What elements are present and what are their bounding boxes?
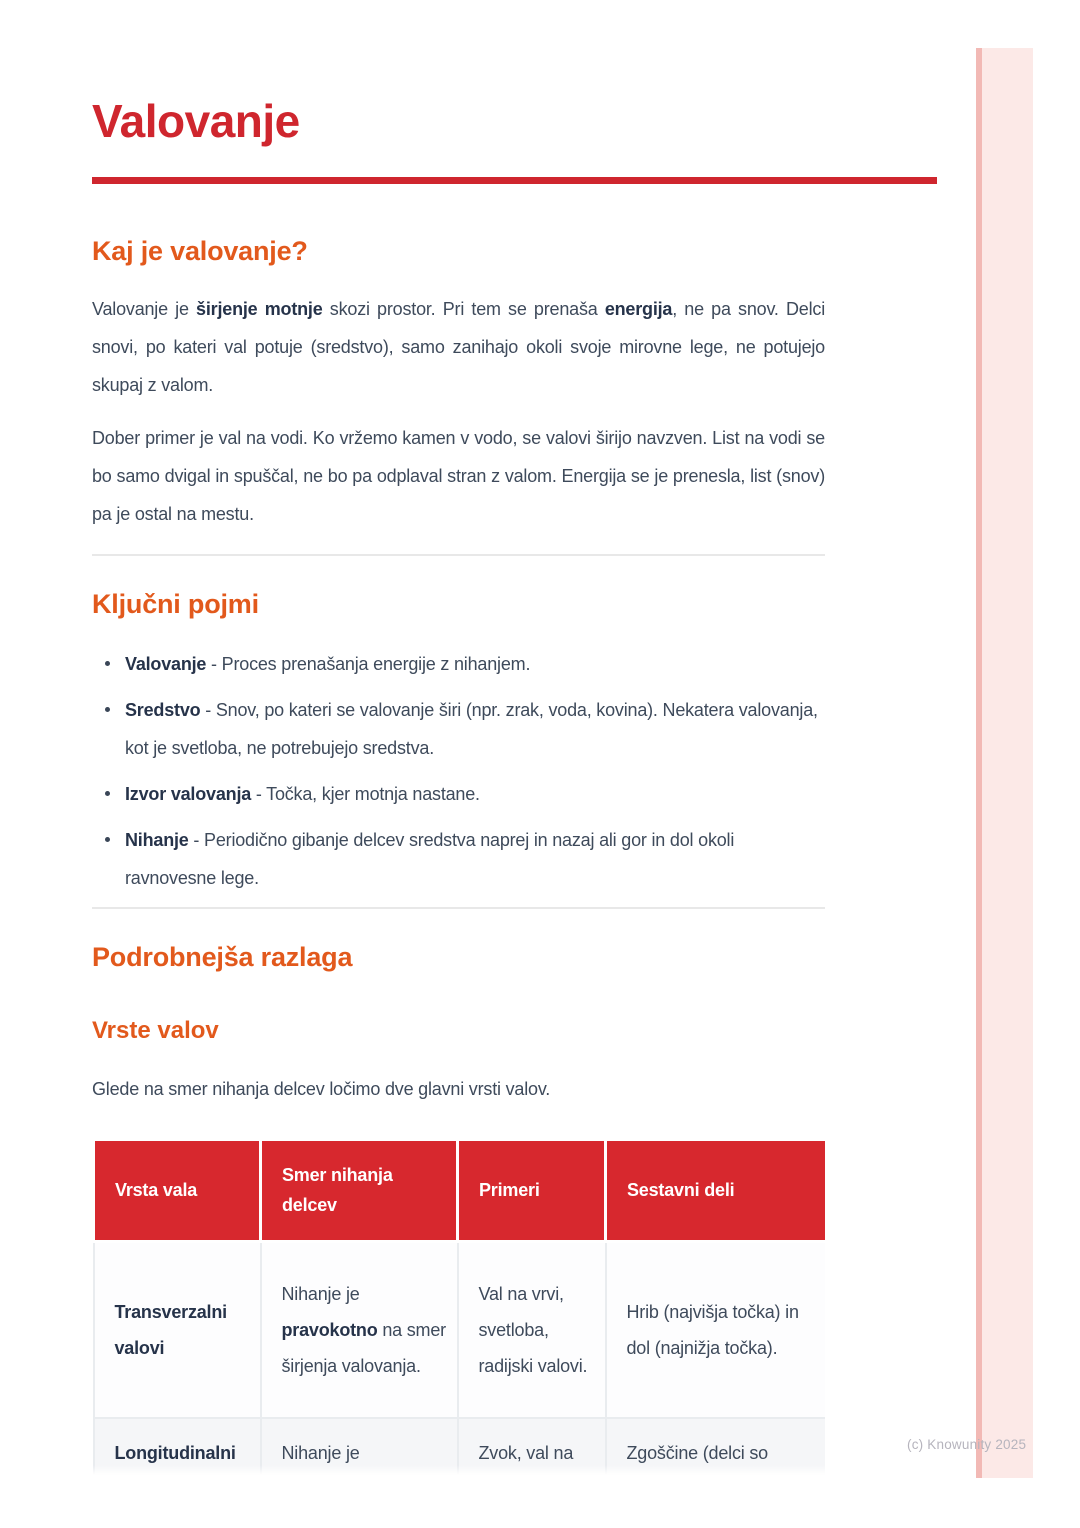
table-cell-parts: Hrib (najvišja točka) in dol (najnižja točka).: [606, 1241, 826, 1418]
section-divider: [92, 554, 825, 556]
section-divider: [92, 907, 825, 909]
list-item-nihanje: [92, 821, 825, 897]
intro-paragraph-2: Dober primer je val na vodi. Ko vržemo kamen v vodo, se valovi širijo navzven. List na vodi se bo samo dvigal in spuščal, ne bo pa odplaval stran z valom. Energija se je prenesla, list (snov) pa je ostal na mestu.: [92, 427, 825, 524]
page-content: [92, 0, 825, 1475]
term-separator: -: [188, 829, 205, 850]
term-label: Valovanje: [125, 653, 207, 674]
table-cell-wave-type: [94, 1241, 261, 1418]
table-cell-examples: Zvok, val na: [458, 1418, 606, 1475]
lead-paragraph: Glede na smer nihanja delcev ločimo dve glavni vrsti valov.: [92, 1078, 551, 1099]
text-segment: , ne pa snov. Delci snovi, po kateri val potuje (sredstvo), samo zanihajo okoli svoje mirovne lege, ne potujejo skupaj z valom.: [92, 298, 825, 395]
table-header-cell-primeri: Primeri: [458, 1139, 606, 1241]
bold-text-segment: pravokotno: [281, 1319, 378, 1340]
intro-paragraph-1: [92, 290, 825, 404]
list-item-izvor-valovanja: [92, 775, 825, 813]
wave-types-table: [92, 1138, 825, 1475]
table-header-cell-smer-nihanja: Smer nihanja delcev: [261, 1139, 458, 1241]
side-accent-stripe: [976, 48, 1033, 1478]
bold-text-segment: širjenje motnje: [196, 298, 323, 319]
list-item-valovanje: [92, 645, 825, 683]
table-row-longitudinal: [94, 1418, 826, 1475]
section-heading-key-terms: Ključni pojmi: [92, 588, 259, 619]
bold-text-segment: Longitudinalni: [114, 1443, 236, 1464]
list-item-sredstvo: [92, 691, 825, 767]
table-header-row: [94, 1139, 826, 1241]
table-header-cell-vrsta-vala: Vrsta vala: [94, 1139, 261, 1241]
bold-text-segment: Transverzalni valovi: [114, 1301, 227, 1358]
bold-text-segment: energija: [604, 298, 673, 319]
section-heading-details: Podrobnejša razlaga: [92, 941, 353, 972]
page-title: Valovanje: [92, 95, 300, 147]
wave-types-table-container: [92, 1138, 825, 1475]
text-segment: Nihanje je: [281, 1283, 360, 1304]
subsection-heading-wave-types: Vrste valov: [92, 1016, 219, 1044]
table-cell-wave-type: [94, 1418, 261, 1475]
title-rule: [92, 177, 937, 184]
table-cell-parts: Zgoščine (delci so: [606, 1418, 826, 1475]
text-segment: na smer širjenja valovanja.: [281, 1319, 446, 1376]
copyright-text: (c) Knowunity 2025: [907, 1437, 1027, 1452]
term-description: Proces prenašanja energije z nihanjem.: [221, 653, 531, 674]
key-terms-list: [92, 645, 825, 897]
table-header-cell-sestavni-deli: Sestavni deli: [606, 1139, 826, 1241]
term-separator: -: [200, 699, 216, 720]
table-cell-direction: Nihanje je: [261, 1418, 458, 1475]
table-cell-examples: Val na vrvi, svetloba, radijski valovi.: [458, 1241, 606, 1418]
term-description: Periodično gibanje delcev sredstva naprej in nazaj ali gor in dol okoli ravnovesne lege.: [125, 829, 735, 888]
text-segment: skozi prostor. Pri tem se prenaša: [322, 298, 605, 319]
term-label: Izvor valovanja: [125, 783, 252, 804]
term-description: Snov, po kateri se valovanje širi (npr. zrak, voda, kovina). Nekatera valovanja, kot je svetloba, ne potrebujejo sredstva.: [125, 699, 818, 758]
term-label: Sredstvo: [125, 699, 201, 720]
term-label: Nihanje: [125, 829, 189, 850]
term-separator: -: [206, 653, 222, 674]
section-heading-intro: Kaj je valovanje?: [92, 235, 308, 266]
table-cell-direction: [261, 1241, 458, 1418]
term-separator: -: [251, 783, 267, 804]
table-row-transverse: [94, 1241, 826, 1418]
text-segment: Valovanje je: [92, 298, 197, 319]
term-description: Točka, kjer motnja nastane.: [266, 783, 480, 804]
